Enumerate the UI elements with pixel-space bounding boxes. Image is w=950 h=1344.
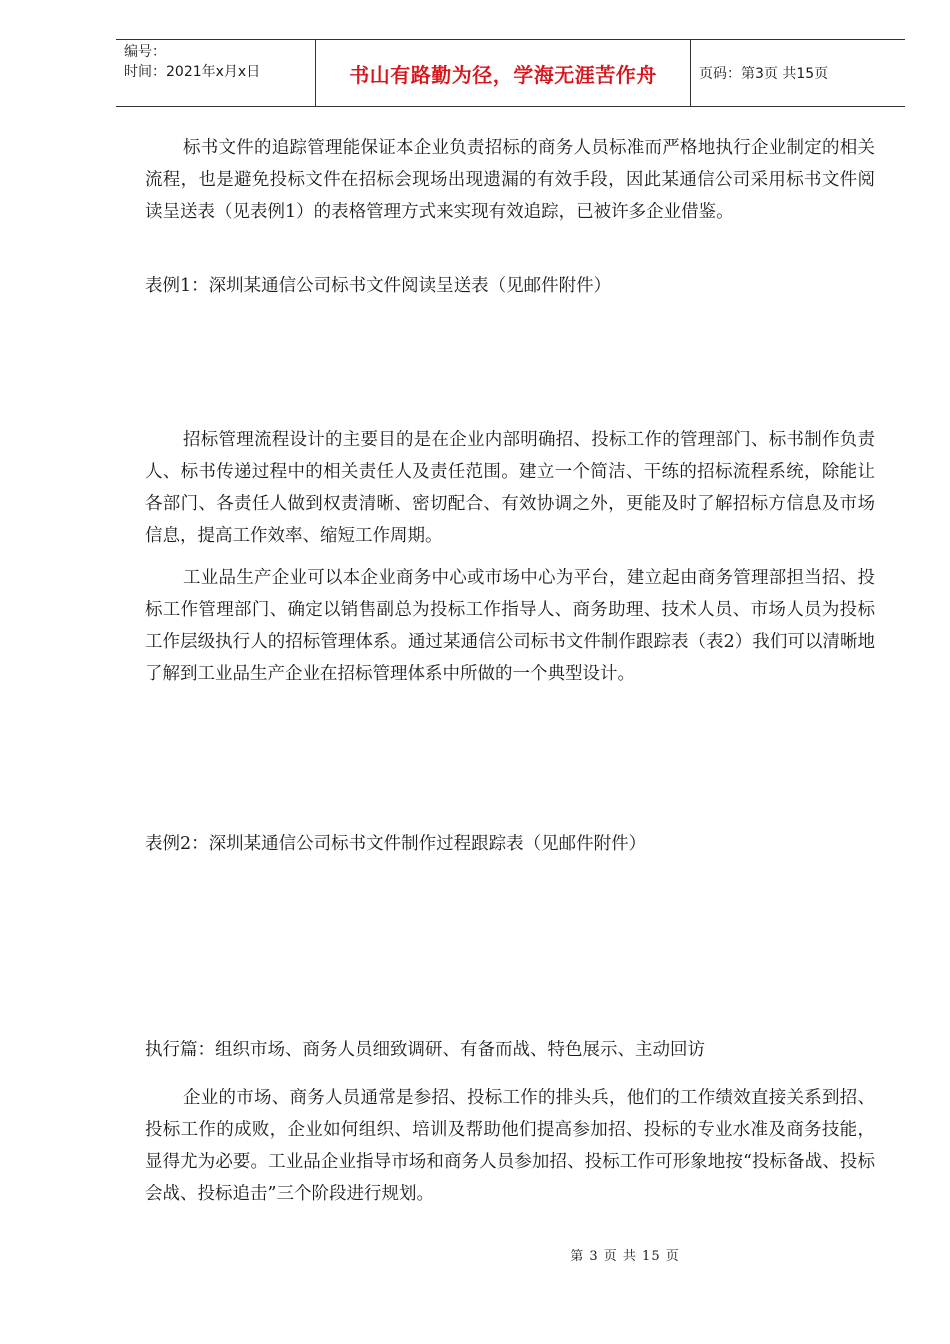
- table-caption-1: 表例1：深圳某通信公司标书文件阅读呈送表（见邮件附件）: [145, 276, 612, 296]
- page-footer: 第 3 页 共 15 页: [570, 1249, 680, 1264]
- page-header: [116, 39, 905, 107]
- header-motto: 书山有路勤为径，学海无涯苦作舟: [316, 40, 691, 106]
- paragraph-process-design: 招标管理流程设计的主要目的是在企业内部明确招、投标工作的管理部门、标书制作负责人、标书传递过程中的相关责任人及责任范围。建立一个简洁、干练的招标流程系统，除能让各部门、各责任人做到权责清晰、密切配合、有效协调之外，更能及时了解招标方信息及市场信息，提高工作效率、缩短工作周期。: [145, 430, 875, 546]
- paragraph-tracking-management: 标书文件的追踪管理能保证本企业负责招标的商务人员标准而严格地执行企业制定的相关流程，也是避免投标文件在招标会现场出现遗漏的有效手段，因此某通信公司采用标书文件阅读呈送表（见表例1）的表格管理方式来实现有效追踪，已被许多企业借鉴。: [145, 138, 875, 222]
- document-number-label: 编号：: [124, 44, 166, 60]
- table-caption-2: 表例2：深圳某通信公司标书文件制作过程跟踪表（见邮件附件）: [145, 834, 647, 854]
- header-meta: [116, 40, 316, 106]
- section-heading-execution: 执行篇：组织市场、商务人员细致调研、有备而战、特色展示、主动回访: [145, 1040, 705, 1060]
- header-page-info: 页码：第3页 共15页: [699, 66, 829, 82]
- paragraph-sales-staff: 企业的市场、商务人员通常是参招、投标工作的排头兵，他们的工作绩效直接关系到招、投标工作的成败，企业如何组织、培训及帮助他们提高参加招、投标的专业水准及商务技能，显得尤为必要。工业品企业指导市场和商务人员参加招、投标工作可形象地按“投标备战、投标会战、投标追击”三个阶段进行规划。: [145, 1088, 875, 1204]
- paragraph-management-system: 工业品生产企业可以本企业商务中心或市场中心为平台，建立起由商务管理部担当招、投标工作管理部门、确定以销售副总为投标工作指导人、商务助理、技术人员、市场人员为投标工作层级执行人的招标管理体系。通过某通信公司标书文件制作跟踪表（表2）我们可以清晰地了解到工业品生产企业在招标管理体系中所做的一个典型设计。: [145, 568, 875, 684]
- document-date: 时间：2021年x月x日: [124, 64, 261, 80]
